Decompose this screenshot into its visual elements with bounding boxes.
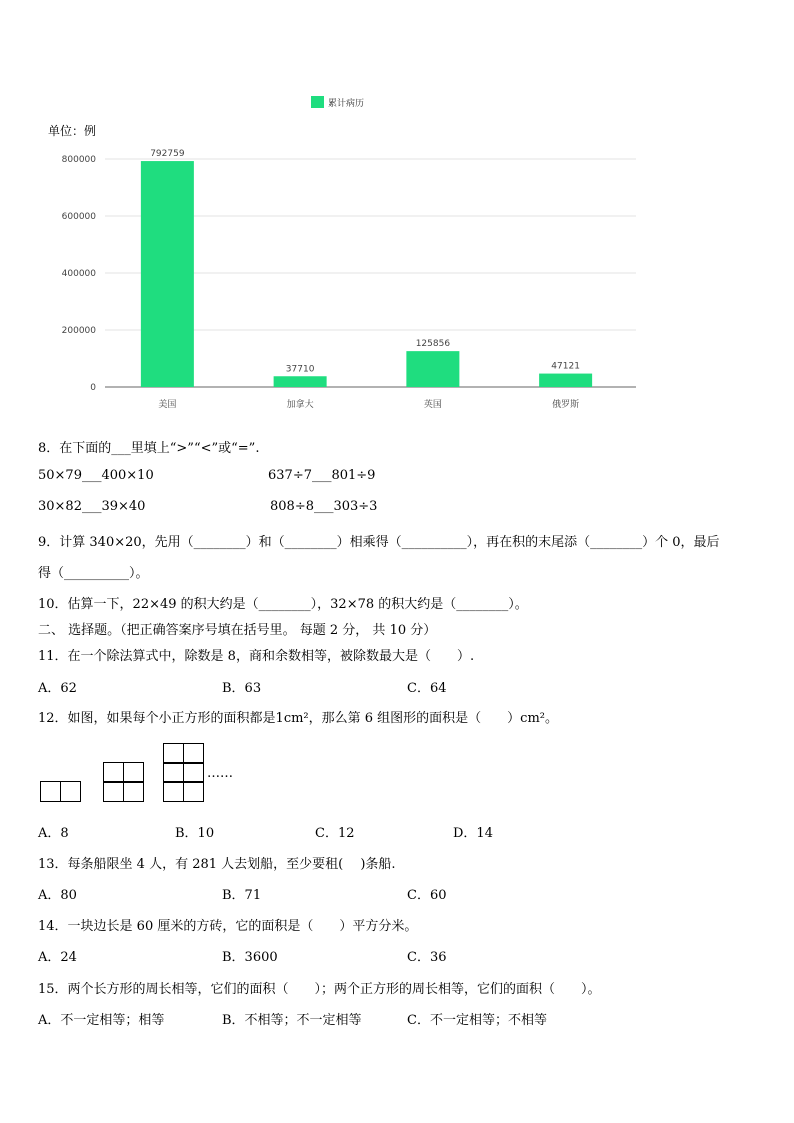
- q12-option-d: D．14: [453, 826, 493, 841]
- q15-option-c: C．不一定相等；不相等: [407, 1013, 547, 1028]
- bar: [141, 161, 194, 387]
- data-label: 37710: [285, 364, 315, 375]
- square-cell: [60, 781, 81, 802]
- q8-item-b: 637÷7___801÷9: [268, 468, 376, 483]
- q15-option-b: B．不相等；不一定相等: [222, 1013, 362, 1028]
- q13-stem: 13．每条船限坐 4 人，有 281 人去划船，至少要租( )条船.: [38, 857, 396, 872]
- q15-option-a: A．不一定相等；相等: [38, 1013, 165, 1028]
- q12-option-c: C．12: [315, 826, 355, 841]
- square-cell: [123, 781, 144, 802]
- data-label: 47121: [551, 361, 580, 372]
- q8-item-a: 50×79___400×10: [38, 468, 154, 483]
- unit-label: 单位：例: [48, 124, 97, 138]
- legend-label: 累计病历: [328, 99, 365, 109]
- q9-line1: 9．计算 340×20，先用（________）和（________）相乘得（__________），再在积的末尾添（________）个 0，最后: [38, 535, 720, 550]
- x-tick-label: 英国: [423, 400, 442, 410]
- q15-stem: 15．两个长方形的周长相等，它们的面积（ ）；两个正方形的周长相等，它们的面积（ ）。: [38, 982, 601, 997]
- bar: [539, 374, 592, 387]
- x-tick-label: 加拿大: [286, 400, 314, 410]
- square-cell: [103, 781, 124, 802]
- q14-option-c: C．36: [407, 950, 447, 965]
- square-cell: [163, 762, 184, 783]
- q14-stem: 14．一块边长是 60 厘米的方砖，它的面积是（ ）平方分米。: [38, 919, 418, 934]
- q12-option-a: A．8: [38, 826, 69, 841]
- bar: [406, 351, 459, 387]
- pattern-ellipsis: ……: [207, 766, 233, 781]
- bar-chart: [0, 0, 794, 420]
- q12-option-b: B．10: [175, 826, 215, 841]
- y-tick-label: 800000: [61, 155, 96, 165]
- square-cell: [183, 743, 204, 764]
- y-tick-label: 200000: [61, 326, 96, 336]
- square-cell: [40, 781, 61, 802]
- q8-stem: 8．在下面的___里填上“>”“<”或“=”.: [38, 441, 260, 456]
- q11-stem: 11．在一个除法算式中，除数是 8，商和余数相等，被除数最大是（ ）.: [38, 649, 475, 664]
- data-label: 792759: [150, 149, 185, 160]
- x-tick-label: 俄罗斯: [552, 400, 580, 410]
- q8-item-c: 30×82___39×40: [38, 499, 146, 514]
- y-tick-label: 400000: [61, 269, 96, 279]
- q11-option-b: B．63: [222, 681, 262, 696]
- q13-option-b: B．71: [222, 888, 262, 903]
- q11-option-a: A．62: [38, 681, 77, 696]
- q14-option-b: B．3600: [222, 950, 278, 965]
- q12-stem: 12．如图，如果每个小正方形的面积都是1cm²，那么第 6 组图形的面积是（ ）cm²。: [38, 711, 558, 726]
- data-label: 125856: [415, 339, 451, 350]
- square-cell: [183, 781, 204, 802]
- square-cell: [163, 743, 184, 764]
- q13-option-a: A．80: [38, 888, 77, 903]
- q14-option-a: A．24: [38, 950, 77, 965]
- section-heading: 二、 选择题。（把正确答案序号填在括号里。 每题 2 分， 共 10 分）: [38, 623, 437, 638]
- square-cell: [103, 762, 124, 783]
- bar: [274, 376, 327, 387]
- q11-option-c: C．64: [407, 681, 447, 696]
- square-cell: [163, 781, 184, 802]
- q10-stem: 10．估算一下，22×49 的积大约是（________），32×78 的积大约是（________）。: [38, 597, 528, 612]
- y-tick-label: 0: [90, 383, 96, 393]
- q9-line2: 得（__________）。: [38, 566, 149, 581]
- x-tick-label: 美国: [158, 400, 177, 410]
- q8-item-d: 808÷8___303÷3: [270, 499, 378, 514]
- q13-option-c: C．60: [407, 888, 447, 903]
- y-tick-label: 600000: [61, 212, 96, 222]
- square-cell: [123, 762, 144, 783]
- square-cell: [183, 762, 204, 783]
